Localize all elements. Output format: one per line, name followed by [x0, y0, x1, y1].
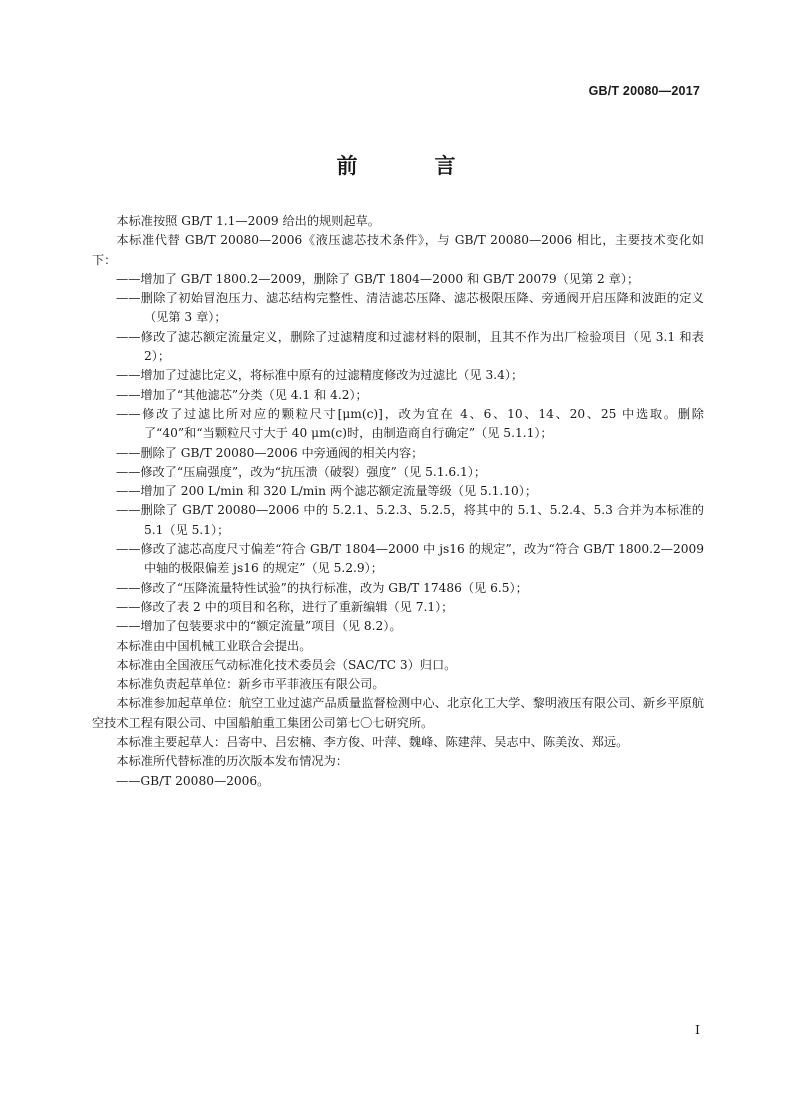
change-item: ——修改了滤芯额定流量定义，删除了过滤精度和过滤材料的限制，且其不作为出厂检验项目（见 3.1 和表 2）； [116, 329, 704, 364]
paragraph-proposer: 本标准由中国机械工业联合会提出。 [116, 638, 312, 653]
previous-edition-item: ——GB/T 20080—2006。 [116, 773, 270, 788]
document-body [92, 212, 704, 791]
paragraph-lead-drafter-unit: 本标准负责起草单位：新乡市平菲液压有限公司。 [116, 677, 385, 692]
change-item: ——增加了包装要求中的“额定流量”项目（见 8.2）。 [116, 619, 402, 634]
paragraph-drafting-rules: 本标准按照 GB/T 1.1—2009 给出的规则起草。 [116, 214, 380, 228]
change-item: ——增加了“其他滤芯”分类（见 4.1 和 4.2）； [116, 387, 368, 402]
paragraph-previous-editions: 本标准所代替标准的历次版本发布情况为： [116, 754, 348, 769]
change-item: ——修改了“压扁强度”，改为“抗压溃（破裂）强度”（见 5.1.6.1）； [116, 464, 487, 479]
change-item: ——修改了过滤比所对应的颗粒尺寸[μm(c)]，改为宜在 4、6、10、14、20、25 中选取。删除了“40”和“当颗粒尺寸大于 40 μm(c)时，由制造商自行确定”（见 5.1.1）； [116, 406, 704, 441]
change-item: ——修改了滤芯高度尺寸偏差“符合 GB/T 1804—2000 中 js16 的规定”，改为“符合 GB/T 1800.2—2009 中轴的极限偏差 js16 的规定”（见 5.2.9）； [116, 542, 704, 576]
paragraph-replacement: 本标准代替 GB/T 20080—2006《液压滤芯技术条件》，与 GB/T 20080—2006 相比，主要技术变化如下： [92, 233, 704, 267]
change-item: ——增加了 GB/T 1800.2—2009，删除了 GB/T 1804—2000 和 GB/T 20079（见第 2 章）； [116, 271, 640, 286]
page-title: 前 言 [336, 153, 484, 178]
standard-number: GB/T 20080—2017 [588, 84, 700, 98]
page-number: I [695, 1022, 700, 1037]
change-item: ——删除了 GB/T 20080—2006 中的 5.2.1、5.2.3、5.2.5，将其中的 5.1、5.2.4、5.3 合并为本标准的 5.1（见 5.1）； [116, 503, 704, 537]
paragraph-participating-units: 本标准参加起草单位：航空工业过滤产品质量监督检测中心、北京化工大学、黎明液压有限公司、新乡平原航空技术工程有限公司、中国船舶重工集团公司第七〇七研究所。 [92, 696, 704, 730]
change-item: ——删除了 GB/T 20080—2006 中旁通阀的相关内容； [116, 445, 424, 460]
change-item: ——删除了初始冒泡压力、滤芯结构完整性、清洁滤芯压降、滤芯极限压降、旁通阀开启压降和波距的定义（见第 3 章）； [116, 291, 704, 325]
change-item: ——增加了过滤比定义，将标准中原有的过滤精度修改为过滤比（见 3.4）； [116, 368, 524, 383]
change-item: ——修改了表 2 中的项目和名称，进行了重新编辑（见 7.1）； [116, 599, 454, 614]
paragraph-committee: 本标准由全国液压气动标准化技术委员会（SAC/TC 3）归口。 [116, 657, 457, 672]
change-item: ——修改了“压降流量特性试验”的执行标准，改为 GB/T 17486（见 6.5）； [116, 580, 528, 595]
change-item: ——增加了 200 L/min 和 320 L/min 两个滤芯额定流量等级（见 5.1.10）； [116, 484, 538, 499]
paragraph-drafters: 本标准主要起草人：吕寄中、吕宏楠、李方俊、叶萍、魏峰、陈建萍、吴志中、陈美汝、郑远。 [116, 735, 629, 750]
